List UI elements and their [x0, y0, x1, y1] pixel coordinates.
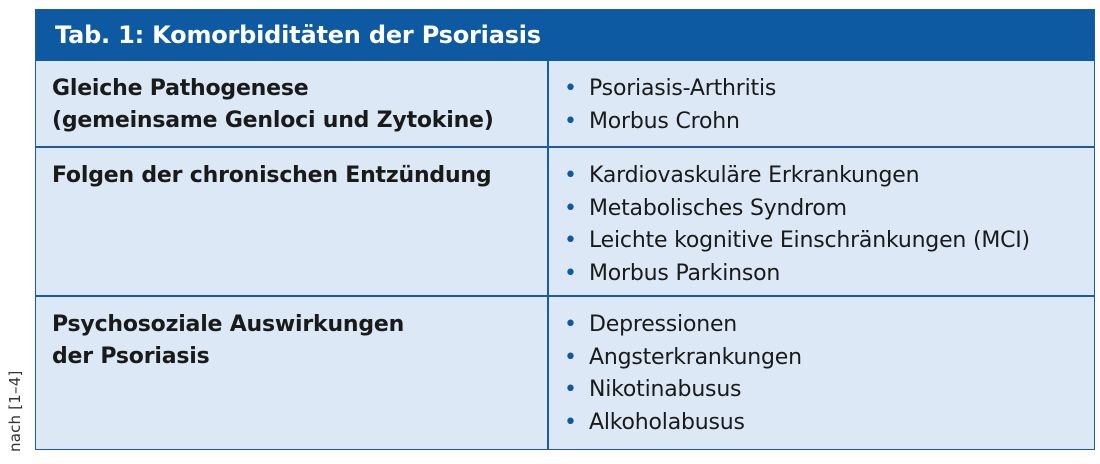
bullet-icon: •	[564, 344, 577, 370]
item-label: Nikotinabusus	[589, 377, 742, 402]
list-item	[564, 225, 1030, 258]
list-item	[564, 374, 802, 407]
item-label: Kardiovaskuläre Erkrankungen	[589, 163, 920, 188]
bullet-icon: •	[564, 195, 577, 221]
list-item	[564, 106, 776, 139]
category-line: (gemeinsame Genloci und Zytokine)	[52, 108, 494, 133]
bullet-icon: •	[564, 312, 577, 337]
comorbidity-list	[564, 160, 1030, 290]
item-label: Leichte kognitive Einschränkungen (MCI)	[589, 228, 1030, 253]
list-item	[564, 309, 802, 342]
category-line: Gleiche Pathogenese	[52, 76, 309, 101]
source-note: nach [1–4]	[6, 370, 24, 452]
comorbidity-list	[564, 309, 802, 439]
category-cell	[52, 160, 532, 192]
table-row	[36, 297, 1094, 449]
list-item	[564, 258, 1030, 291]
list-item	[564, 407, 802, 440]
bullet-icon: •	[564, 228, 577, 253]
comorbidity-table	[35, 9, 1095, 450]
bullet-icon: •	[564, 76, 577, 101]
table-row	[36, 148, 1094, 297]
item-label: Morbus Crohn	[589, 108, 740, 134]
comorbidity-list	[564, 73, 776, 138]
bullet-icon: •	[564, 377, 577, 402]
category-line: der Psoriasis	[52, 344, 210, 369]
item-label: Alkoholabusus	[589, 409, 745, 435]
category-line: Folgen der chronischen Entzündung	[52, 163, 492, 188]
table-row	[36, 61, 1094, 148]
item-label: Depressionen	[589, 312, 738, 337]
category-line: Psychosoziale Auswirkungen	[52, 312, 405, 337]
list-item	[564, 160, 1030, 193]
column-divider	[547, 61, 549, 450]
item-label: Metabolisches Syndrom	[589, 195, 847, 221]
bullet-icon: •	[564, 260, 577, 286]
list-item	[564, 342, 802, 375]
category-cell	[52, 309, 532, 373]
item-label: Angsterkrankungen	[589, 344, 802, 370]
bullet-icon: •	[564, 409, 577, 435]
table-title: Tab. 1: Komorbiditäten der Psoriasis	[36, 10, 1094, 61]
bullet-icon: •	[564, 163, 577, 188]
item-label: Psoriasis-Arthritis	[589, 76, 777, 101]
list-item	[564, 193, 1030, 226]
list-item	[564, 73, 776, 106]
item-label: Morbus Parkinson	[589, 260, 781, 286]
category-cell	[52, 73, 532, 137]
bullet-icon: •	[564, 108, 577, 134]
